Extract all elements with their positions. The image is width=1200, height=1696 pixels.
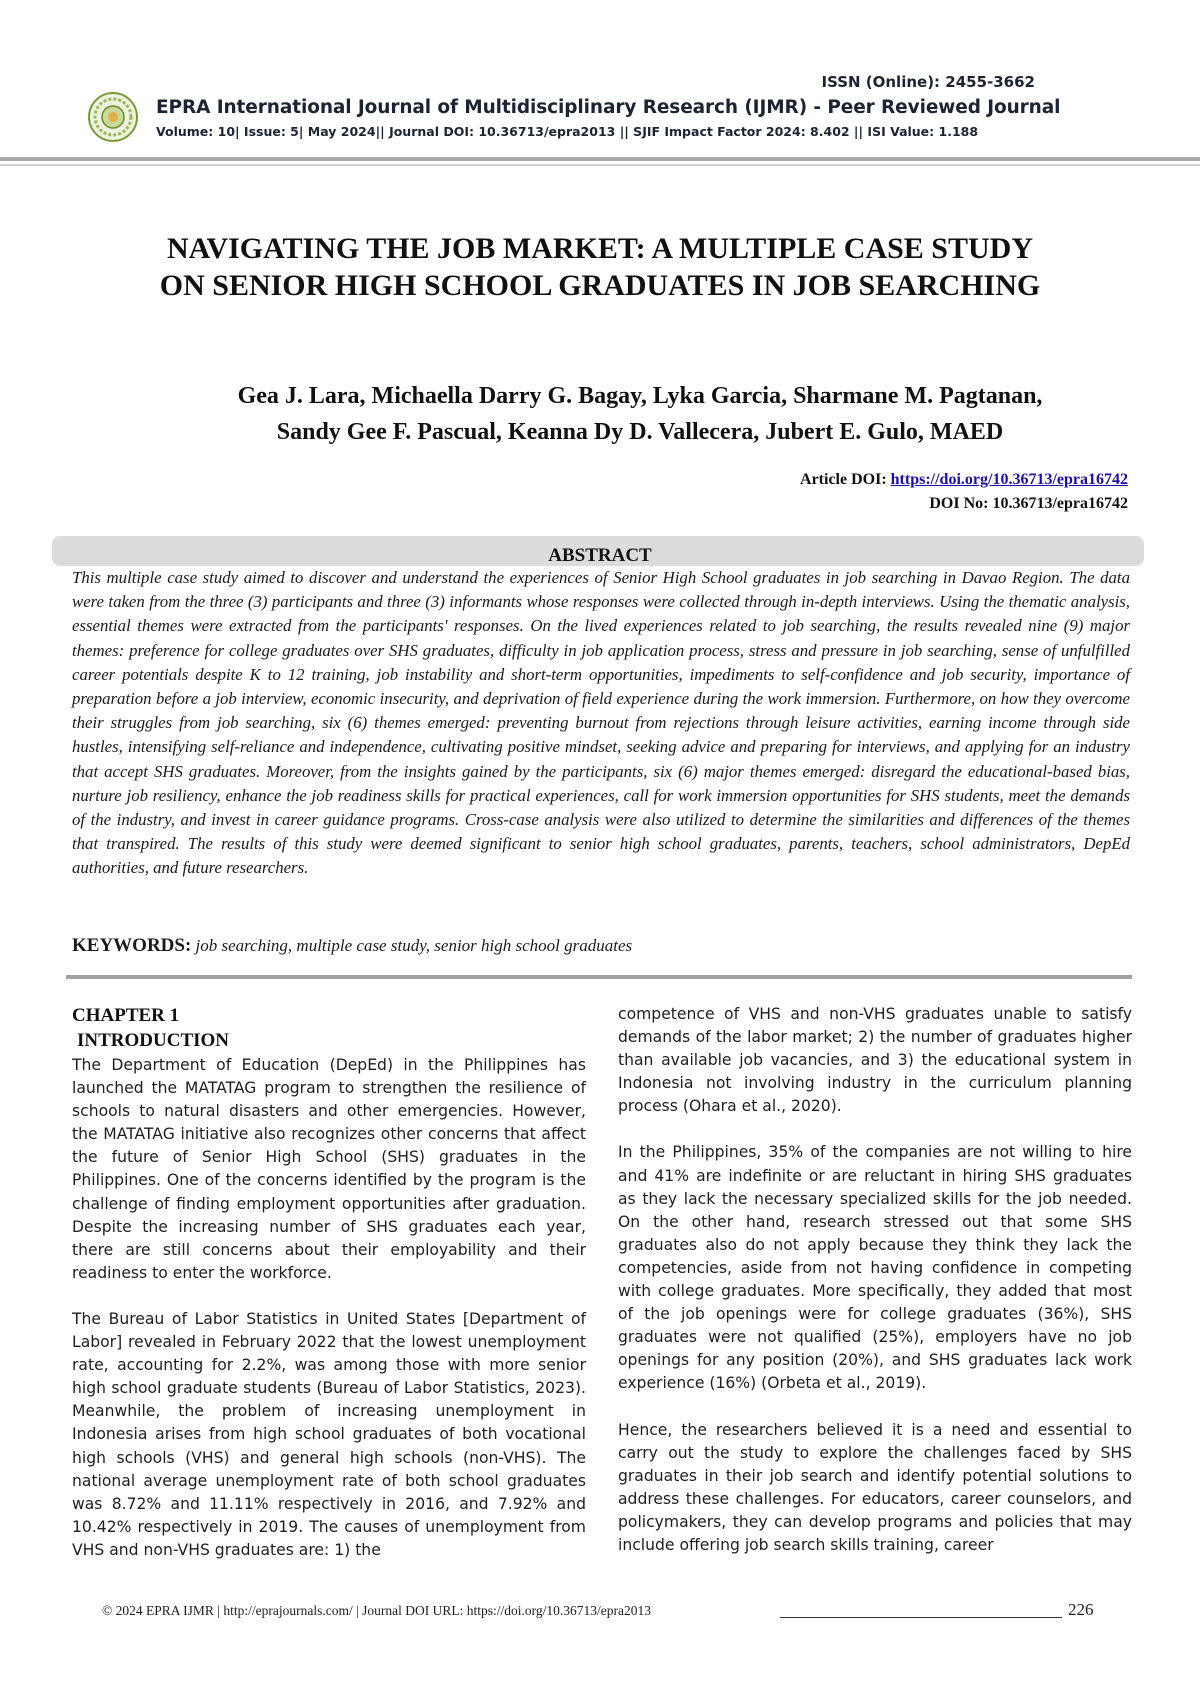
title-line: ON SENIOR HIGH SCHOOL GRADUATES IN JOB SEARCHING [159, 269, 1041, 302]
author-line: Sandy Gee F. Pascual, Keanna Dy D. Vallecera, Jubert E. Gulo, MAED [276, 419, 1004, 445]
journal-meta: Volume: 10| Issue: 5| May 2024|| Journal DOI: 10.36713/epra2013 || SJIF Impact Factor 2024: 8.402 || ISI Value: 1.188 [156, 124, 979, 139]
abstract-divider [66, 975, 1132, 979]
issn-label: ISSN (Online): 2455-3662 [821, 73, 1035, 91]
header-divider-thin [0, 164, 1200, 166]
author-line: Gea J. Lara, Michaella Darry G. Bagay, Lyka Garcia, Sharmane M. Pagtanan, [237, 383, 1043, 409]
footer-rule [780, 1617, 1062, 1618]
author-list [110, 378, 1170, 450]
body-column-left [72, 1003, 586, 1562]
page-number: 226 [1068, 1600, 1094, 1619]
body-column-right [618, 1003, 1132, 1557]
abstract-text: This multiple case study aimed to discover and understand the experiences of Senior High School graduates in job searching in Davao Region. The data were taken from the three (3) participants and three (3) informants whose responses were collected through in-depth interviews. Using the thematic analysis, essential themes were extracted from the participants' responses. On the lived experiences related to job searching, the results revealed nine (9) major themes: preference for college graduates over SHS graduates, difficulty in job application process, stress and pressure in job searching, sense of unfulfilled career potentials despite K to 12 training, job instability and short-term opportunities, impediments to self-confidence and job security, importance of preparation before a job interview, economic insecurity, and deprivation of field experience during the work immersion. Furthermore, on how they overcome their struggles from job searching, six (6) themes emerged: preventing burnout from rejections through leisure activities, earning income through side hustles, intensifying self-reliance and independence, cultivating positive mindset, seeking advice and preparing for interviews, and applying for an industry that accept SHS graduates. Moreover, from the insights gained by the participants, six (6) major themes emerged: disregard the educational-based bias, nurture job resiliency, enhance the job readiness skills for practical experiences, call for work immersion opportunities for SHS students, meet the demands of the industry, and invest in career guidance programs. Cross-case analysis were also utilized to determine the similarities and differences of the themes that transpired. The results of this study were deemed significant to senior high school graduates, parents, teachers, school administrators, DepEd authorities, and future researchers. [72, 568, 1130, 878]
title-line: NAVIGATING THE JOB MARKET: A MULTIPLE CASE STUDY [166, 232, 1033, 265]
chapter-heading: CHAPTER 1 [72, 1005, 180, 1026]
section-heading: INTRODUCTION [77, 1030, 230, 1051]
body-paragraph: competence of VHS and non-VHS graduates unable to satisfy demands of the labor market; 2) the number of graduates higher than available job vacancies, and 3) the educational system in Indonesia not involving industry in the curriculum planning process (Ohara et al., 2020). [618, 1005, 1132, 1116]
journal-title: EPRA International Journal of Multidisciplinary Research (IJMR) - Peer Reviewed Journal [156, 97, 1061, 118]
body-paragraph: The Bureau of Labor Statistics in United States [Department of Labor] revealed in February 2022 that the lowest unemployment rate, accounting for 2.2%, was among those with more senior high school graduate students (Bureau of Labor Statistics, 2023). Meanwhile, the problem of increasing unemployment in Indonesia arises from high school graduates of both vocational high schools (VHS) and general high schools (non-VHS). The national average unemployment rate of both school graduates was 8.72% and 11.11% respectively in 2016, and 7.92% and 10.42% respectively in 2019. The causes of unemployment from VHS and non-VHS graduates are: 1) the [72, 1309, 586, 1559]
body-paragraph: Hence, the researchers believed it is a need and essential to carry out the study to explore the challenges faced by SHS graduates in their job search and identify potential solutions to address these challenges. For educators, career counselors, and policymakers, they can develop programs and policies that may include offering job search skills training, career [618, 1420, 1132, 1554]
body-paragraph: In the Philippines, 35% of the companies are not willing to hire and 41% are indefinite or are reluctant in hiring SHS graduates as they lack the necessary specialized skills for the job needed. On the other hand, research stressed out that some SHS graduates also do not apply because they think they lack the competencies, aside from not having confidence in competing with college graduates. More specifically, they added that most of the job openings were for college graduates (36%), SHS graduates were not qualified (25%), employers have no job openings for any position (20%), and SHS graduates lack work experience (16%) (Orbeta et al., 2019). [618, 1143, 1132, 1393]
article-doi-line [800, 468, 1128, 492]
body-paragraph: The Department of Education (DepEd) in the Philippines has launched the MATATAG program to strengthen the resilience of schools to natural disasters and other emergencies. However, the MATATAG initiative also recognizes other concerns that affect the future of Senior High School (SHS) graduates in the Philippines. One of the concerns identified by the program is the challenge of finding employment opportunities after graduation. Despite the increasing number of SHS graduates each year, there are still concerns about their employability and their readiness to enter the workforce. [72, 1056, 586, 1282]
paper-title [60, 230, 1140, 304]
keywords-line [72, 935, 632, 957]
footer-text: © 2024 EPRA IJMR | http://eprajournals.com/ | Journal DOI URL: https://doi.org/10.36713/epra2013 [102, 1603, 652, 1618]
keywords-text: job searching, multiple case study, senior high school graduates [195, 936, 633, 955]
journal-seal-icon [88, 92, 138, 142]
doi-number: DOI No: 10.36713/epra16742 [929, 495, 1128, 512]
article-doi-link[interactable]: https://doi.org/10.36713/epra16742 [890, 471, 1128, 488]
keywords-label: KEYWORDS: [72, 935, 192, 956]
header-divider [0, 157, 1200, 161]
article-doi-label: Article DOI: [800, 471, 887, 488]
doi-block [800, 468, 1128, 516]
abstract-heading: ABSTRACT [548, 545, 652, 566]
